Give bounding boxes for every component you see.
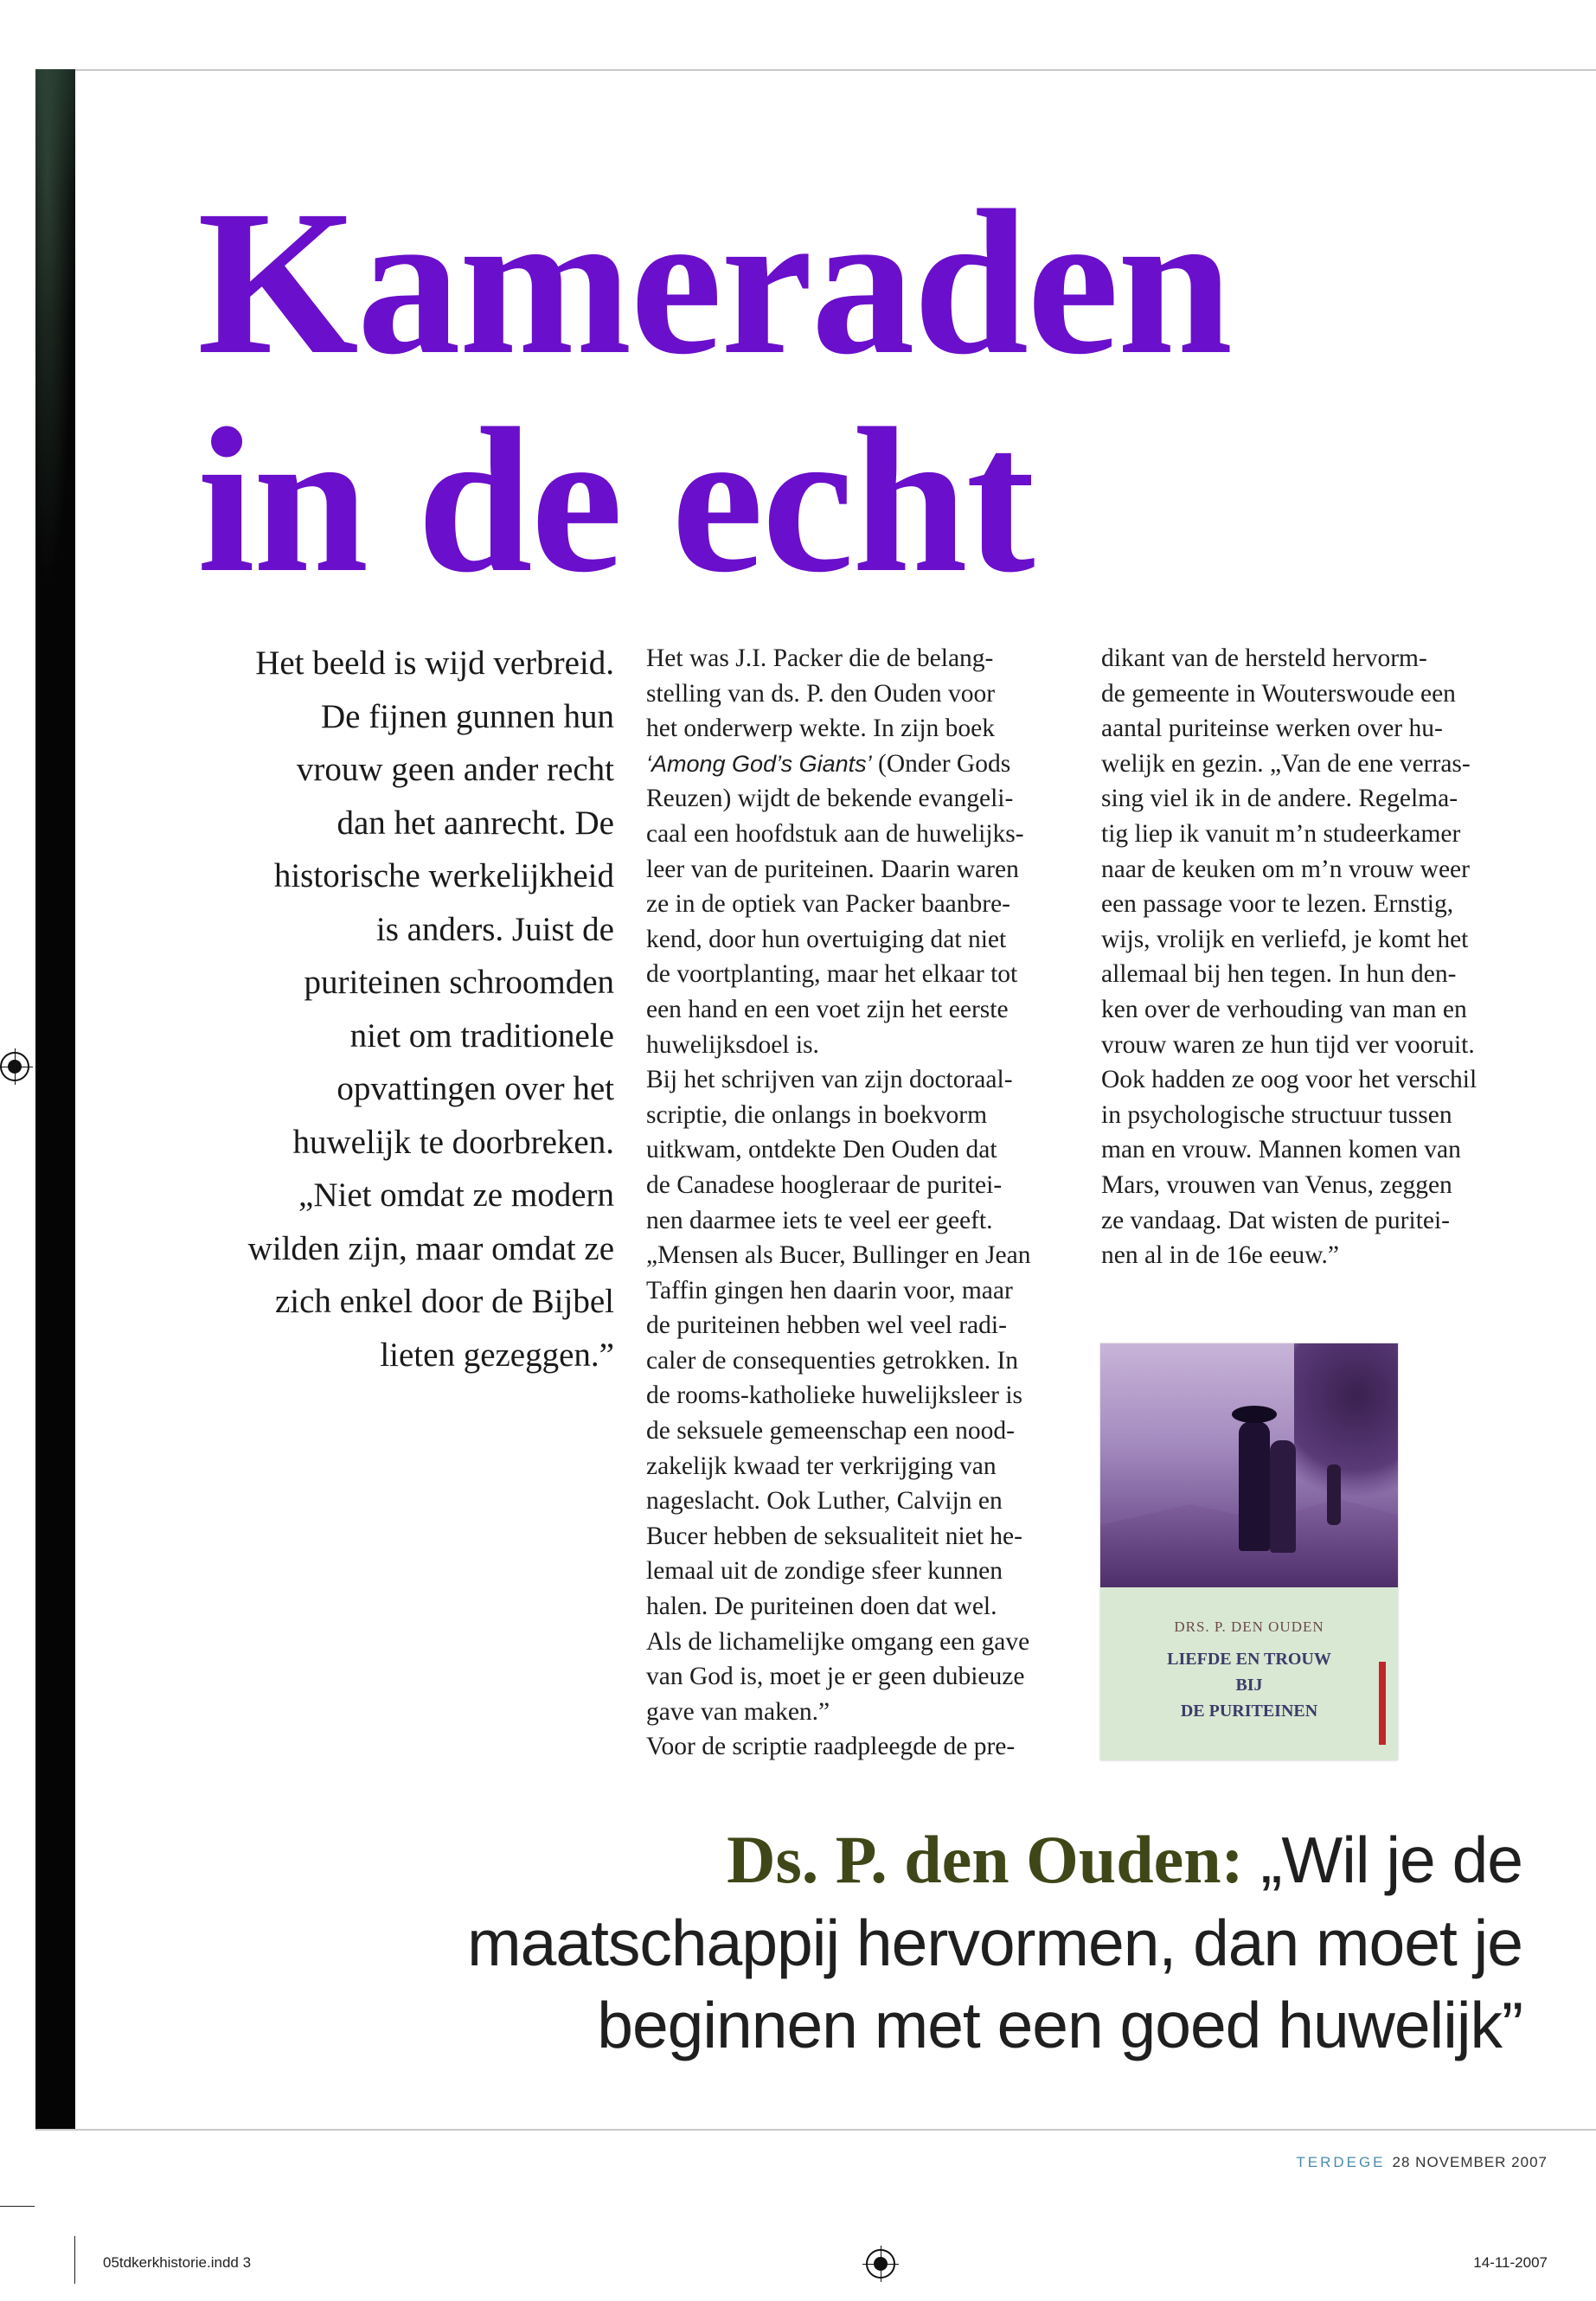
body-line: stelling van ds. P. den Ouden voor [646,679,996,708]
body-line: de puriteinen hebben wel veel radi- [646,1311,1007,1340]
intro-line: puriteinen schroomden [304,964,614,1001]
body-column-1 [646,641,1079,1765]
body-line: welijk en gezin. „Van de ene verras- [1101,749,1471,778]
body-line: uitkwam, ontdekte Den Ouden dat [646,1136,997,1164]
body-line [646,747,1079,782]
body-line: Reuzen) wijdt de bekende evangeli- [646,785,1014,813]
body-line: een passage voor te lezen. Ernstig, [1101,890,1454,919]
headline-line-1: Kameraden [197,167,1232,397]
print-slug-file: 05tdkerkhistorie.indd 3 [103,2254,252,2271]
body-line-rest: (Onder Gods [871,749,1011,778]
registration-mark-icon [0,1052,29,1081]
body-line: Mars, vrouwen van Venus, zeggen [1101,1170,1452,1199]
body-line: tig liep ik vanuit m’n studeerkamer [1101,819,1461,848]
tree-shape [1294,1343,1398,1516]
intro-line: huwelijk te doorbreken. [292,1123,614,1161]
headline [197,167,1232,615]
body-line: caler de consequenties getrokken. In [646,1346,1019,1375]
intro-line: vrouw geen ander recht [296,751,614,788]
intro-line: niet om traditionele [349,1016,614,1054]
body-line: de gemeente in Wouterswoude een [1101,679,1456,708]
book-title-line: LIEFDE EN TROUW [1167,1650,1331,1669]
body-line: Ook hadden ze oog voor het verschil [1101,1066,1477,1094]
body-line: zakelijk kwaad ter verkrijging van [646,1452,997,1480]
body-line: ken over de verhouding van man en [1101,995,1467,1023]
body-line: Bucer hebben de seksualiteit niet he- [646,1522,1022,1550]
pull-quote-text: „Wil je de [1243,1823,1522,1896]
book-cover-photo [1100,1343,1398,1587]
intro-line: wilden zijn, maar omdat ze [247,1229,614,1267]
intro-line: dan het aanrecht. De [337,804,614,842]
body-line: dikant van de hersteld hervorm- [1101,644,1427,672]
body-line: naar de keuken om m’n vrouw weer [1101,855,1470,883]
book-title-line: DE PURITEINEN [1180,1702,1318,1721]
book-cover-author: DRS. P. DEN OUDEN [1174,1618,1324,1635]
body-line: allemaal bij hen tegen. In hun den- [1101,960,1457,989]
intro-line: opvattingen over het [337,1070,614,1107]
side-photo-strip [35,69,75,2131]
body-line: lemaal uit de zondige sfeer kunnen [646,1557,1003,1586]
book-title-line: BIJ [1235,1676,1263,1695]
folio [1296,2154,1548,2171]
body-line: ze vandaag. Dat wisten de puritei- [1101,1206,1451,1234]
body-line: wijs, vrolijk en verliefd, je komt het [1101,925,1469,953]
body-line: Het was J.I. Packer die de belang- [646,644,994,672]
body-column-2 [1101,641,1551,1273]
body-line: Als de lichamelijke omgang een gave [646,1627,1030,1656]
top-rule [75,69,1596,71]
intro-line: De fijnen gunnen hun [320,697,614,735]
body-line: vrouw waren ze hun tijd ver vooruit. [1101,1030,1475,1059]
intro-line: „Niet omdat ze modern [298,1176,614,1214]
body-line: gave van maken.” [646,1697,830,1726]
body-line: man en vrouw. Mannen komen van [1101,1136,1461,1164]
pull-quote-line-1 [225,1818,1522,1902]
body-line: leer van de puriteinen. Daarin waren [646,855,1019,883]
intro-line: zich enkel door de Bijbel [274,1283,614,1320]
book-publisher-mark [1379,1662,1386,1745]
headline-line-2: in de echt [197,385,1034,615]
body-line: sing viel ik in de andere. Regelma- [1101,785,1458,813]
body-line: nen daarmee iets te veel eer geeft. [646,1206,993,1234]
body-line: de seksuele gemeenschap een nood- [646,1417,1015,1445]
magazine-name: TERDEGE [1296,2154,1386,2170]
intro-line: Het beeld is wijd verbreid. [255,644,614,682]
intro-text [182,637,614,1381]
body-line: ze in de optiek van Packer baanbre- [646,890,1010,919]
pull-quote-speaker: Ds. P. den Ouden: [727,1822,1244,1897]
body-line: Taffin gingen hen daarin voor, maar [646,1276,1013,1304]
body-line: een hand en een voet zijn het eerste [646,995,1009,1023]
body-line: caal een hoofdstuk aan de huwelijks- [646,819,1024,848]
body-line: „Mensen als Bucer, Bullinger en Jean [646,1241,1031,1270]
book-title-italic: ‘Among God’s Giants’ [646,750,872,777]
crop-mark [0,2206,35,2207]
crop-mark [74,2236,75,2284]
print-slug-date: 14-11-2007 [1473,2254,1548,2271]
pull-quote-line-2: maatschappij hervormen, dan moet je [467,1907,1522,1979]
body-line: aantal puriteinse werken over hu- [1101,715,1443,743]
body-line: in psychologische structuur tussen [1101,1100,1452,1129]
body-line: scriptie, die onlangs in boekvorm [646,1100,988,1129]
bottom-rule [35,2129,1596,2131]
body-line: de voortplanting, maar het elkaar tot [646,960,1018,989]
distant-figure [1327,1465,1341,1525]
puritan-woman-figure [1270,1440,1296,1553]
body-line: halen. De puriteinen doen dat wel. [646,1593,997,1621]
intro-line: is anders. Juist de [375,910,614,948]
book-cover-title [1100,1646,1398,1724]
body-line: Bij het schrijven van zijn doctoraal- [646,1066,1013,1094]
body-line: kend, door hun overtuiging dat niet [646,925,1007,953]
pull-quote-line-3: beginnen met een goed huwelijk” [597,1989,1522,2061]
body-line: het onderwerp wekte. In zijn boek [646,715,996,743]
body-line: nageslacht. Ook Luther, Calvijn en [646,1487,1003,1516]
body-line: van God is, moet je er geen dubieuze [646,1663,1025,1691]
puritan-man-figure [1239,1421,1270,1551]
body-line: nen al in de 16e eeuw.” [1101,1241,1339,1270]
registration-mark-icon [866,2249,895,2279]
intro-line: historische werkelijkheid [273,857,614,894]
pull-quote [225,1818,1522,2067]
intro-line: lieten gezeggen.” [380,1336,614,1374]
book-cover-image [1100,1343,1398,1760]
body-line: de rooms-katholieke huwelijksleer is [646,1381,1023,1410]
body-line: huwelijksdoel is. [646,1030,819,1059]
issue-date: 28 NOVEMBER 2007 [1392,2154,1548,2170]
body-line: Voor de scriptie raadpleegde de pre- [646,1733,1016,1761]
body-line: de Canadese hoogleraar de puritei- [646,1170,1003,1199]
